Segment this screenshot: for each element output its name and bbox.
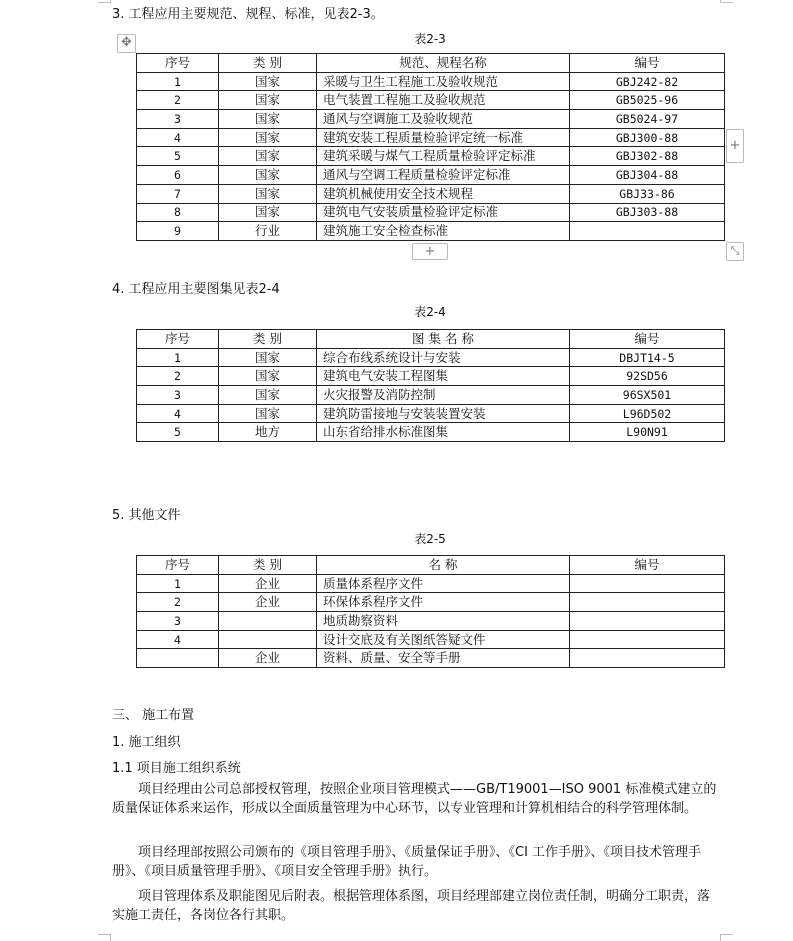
cell-code[interactable]: GBJ33-86	[570, 184, 725, 203]
cell-name[interactable]: 建筑防雷接地与安装装置安装	[317, 404, 570, 423]
cell-category[interactable]: 国家	[219, 184, 317, 203]
cell-category[interactable]: 企业	[219, 593, 317, 612]
section-3-heading: 3. 工程应用主要规范、规程、标准，见表2-3。	[112, 7, 384, 22]
cell-category[interactable]: 企业	[219, 574, 317, 593]
cell-category[interactable]: 企业	[219, 649, 317, 668]
header-code: 编号	[570, 54, 725, 73]
cell-code[interactable]: GB5024-97	[570, 110, 725, 129]
cell-name[interactable]: 环保体系程序文件	[317, 593, 570, 612]
cell-name[interactable]: 建筑采暖与煤气工程质量检验评定标准	[317, 147, 570, 166]
cell-name[interactable]: 火灾报警及消防控制	[317, 386, 570, 405]
cell-name[interactable]: 设计交底及有关图纸答疑文件	[317, 630, 570, 649]
part-3-heading: 三、 施工布置	[112, 708, 195, 723]
cell-code[interactable]	[570, 649, 725, 668]
cell-code[interactable]: GBJ302-88	[570, 147, 725, 166]
margin-corner-top-left	[98, 0, 111, 3]
cell-name[interactable]: 地质勘察资料	[317, 612, 570, 631]
cell-code[interactable]: 92SD56	[570, 367, 725, 386]
table-2-4	[136, 329, 725, 442]
paragraph-2: 项目经理部按照公司颁布的《项目管理手册》、《质量保证手册》、《CI 工作手册》、《项目技术管理手册》、《项目质量管理手册》、《项目安全管理手册》执行。	[112, 845, 702, 879]
header-name: 名 称	[317, 556, 570, 575]
header-index: 序号	[137, 330, 219, 349]
cell-code[interactable]: L96D502	[570, 404, 725, 423]
cell-index[interactable]: 1	[137, 574, 219, 593]
cell-name[interactable]: 采暖与卫生工程施工及验收规范	[317, 72, 570, 91]
cell-name[interactable]: 建筑施工安全检查标准	[317, 222, 570, 241]
cell-index[interactable]: 5	[137, 147, 219, 166]
cell-name[interactable]: 山东省给排水标准图集	[317, 423, 570, 442]
cell-code[interactable]	[570, 222, 725, 241]
cell-name[interactable]: 通风与空调施工及验收规范	[317, 110, 570, 129]
table-row	[137, 386, 725, 405]
cell-index[interactable]: 7	[137, 184, 219, 203]
cell-code[interactable]	[570, 593, 725, 612]
table-2-4-caption: 表2-4	[414, 305, 446, 319]
cell-index[interactable]: 5	[137, 423, 219, 442]
cell-category[interactable]: 国家	[219, 367, 317, 386]
table-header-row	[137, 54, 725, 73]
paragraph-1: 项目经理由公司总部授权管理，按照企业项目管理模式——GB/T19001—ISO 9001 标准模式建立的质量保证体系来运作，形成以全面质量管理为中心环节，以专业管理和计算机相结合的科学管理体制。	[112, 782, 717, 816]
table-header-row	[137, 556, 725, 575]
cell-code[interactable]	[570, 630, 725, 649]
table-row	[137, 72, 725, 91]
header-name: 规范、规程名称	[317, 54, 570, 73]
cell-category[interactable]: 国家	[219, 203, 317, 222]
section-5-heading: 5. 其他文件	[112, 508, 181, 523]
cell-index[interactable]: 8	[137, 203, 219, 222]
header-category: 类 别	[219, 556, 317, 575]
cell-name[interactable]: 资料、质量、安全等手册	[317, 649, 570, 668]
table-row	[137, 222, 725, 241]
cell-code[interactable]: L90N91	[570, 423, 725, 442]
add-row-icon[interactable]: +	[412, 243, 448, 260]
cell-name[interactable]: 综合布线系统设计与安装	[317, 348, 570, 367]
cell-index[interactable]	[137, 649, 219, 668]
header-name: 图 集 名 称	[317, 330, 570, 349]
cell-index[interactable]: 2	[137, 91, 219, 110]
margin-corner-top-right	[720, 0, 733, 3]
cell-name[interactable]: 建筑电气安装质量检验评定标准	[317, 203, 570, 222]
cell-code[interactable]: GBJ303-88	[570, 203, 725, 222]
table-row	[137, 404, 725, 423]
cell-category[interactable]: 国家	[219, 72, 317, 91]
cell-category[interactable]: 地方	[219, 423, 317, 442]
cell-index[interactable]: 3	[137, 110, 219, 129]
cell-category[interactable]: 国家	[219, 110, 317, 129]
table-resize-icon[interactable]: ⤡	[726, 242, 744, 261]
cell-index[interactable]: 6	[137, 166, 219, 185]
table-row	[137, 612, 725, 631]
cell-code[interactable]: 96SX501	[570, 386, 725, 405]
section-4-heading: 4. 工程应用主要图集见表2-4	[112, 282, 280, 297]
cell-name[interactable]: 通风与空调工程质量检验评定标准	[317, 166, 570, 185]
cell-category[interactable]	[219, 630, 317, 649]
table-row	[137, 630, 725, 649]
cell-category[interactable]: 国家	[219, 91, 317, 110]
cell-category[interactable]: 国家	[219, 386, 317, 405]
header-index: 序号	[137, 556, 219, 575]
table-row	[137, 348, 725, 367]
cell-code[interactable]: DBJT14-5	[570, 348, 725, 367]
table-row	[137, 423, 725, 442]
cell-category[interactable]: 国家	[219, 166, 317, 185]
cell-name[interactable]: 建筑机械使用安全技术规程	[317, 184, 570, 203]
table-row	[137, 128, 725, 147]
cell-code[interactable]: GB5025-96	[570, 91, 725, 110]
add-column-icon[interactable]: +	[726, 129, 744, 163]
table-row	[137, 593, 725, 612]
cell-index[interactable]: 4	[137, 404, 219, 423]
cell-category[interactable]	[219, 612, 317, 631]
cell-code[interactable]	[570, 574, 725, 593]
cell-index[interactable]: 1	[137, 348, 219, 367]
margin-corner-bottom-right	[720, 934, 733, 941]
subsection-1-heading: 1. 施工组织	[112, 735, 181, 750]
header-category: 类 别	[219, 330, 317, 349]
cell-name[interactable]: 建筑安装工程质量检验评定统一标准	[317, 128, 570, 147]
header-code: 编号	[570, 330, 725, 349]
table-2-3-caption: 表2-3	[414, 32, 446, 46]
cell-category[interactable]: 国家	[219, 147, 317, 166]
cell-category[interactable]: 国家	[219, 128, 317, 147]
header-category: 类 别	[219, 54, 317, 73]
table-row	[137, 184, 725, 203]
table-move-handle-icon[interactable]: ✥	[117, 34, 136, 53]
cell-code[interactable]: GBJ300-88	[570, 128, 725, 147]
table-row	[137, 110, 725, 129]
table-2-3	[136, 53, 725, 241]
cell-category[interactable]: 国家	[219, 348, 317, 367]
cell-index[interactable]: 1	[137, 72, 219, 91]
paragraph-3: 项目管理体系及职能图见后附表。根据管理体系图，项目经理部建立岗位责任制，明确分工职责，落实施工责任，各岗位各行其职。	[112, 889, 711, 923]
cell-index[interactable]: 4	[137, 128, 219, 147]
cell-code[interactable]: GBJ304-88	[570, 166, 725, 185]
table-row	[137, 649, 725, 668]
cell-name[interactable]: 电气装置工程施工及验收规范	[317, 91, 570, 110]
cell-code[interactable]: GBJ242-82	[570, 72, 725, 91]
table-row	[137, 203, 725, 222]
subsection-1-1-heading: 1.1 项目施工组织系统	[112, 761, 241, 776]
table-row	[137, 367, 725, 386]
table-row	[137, 574, 725, 593]
table-row	[137, 147, 725, 166]
cell-index[interactable]: 2	[137, 593, 219, 612]
cell-category[interactable]: 行业	[219, 222, 317, 241]
cell-index[interactable]: 3	[137, 386, 219, 405]
table-row	[137, 166, 725, 185]
cell-code[interactable]	[570, 612, 725, 631]
table-2-5	[136, 555, 725, 668]
header-index: 序号	[137, 54, 219, 73]
cell-index[interactable]: 2	[137, 367, 219, 386]
table-row	[137, 91, 725, 110]
margin-corner-bottom-left	[98, 934, 111, 941]
header-code: 编号	[570, 556, 725, 575]
cell-index[interactable]: 9	[137, 222, 219, 241]
cell-name[interactable]: 质量体系程序文件	[317, 574, 570, 593]
cell-index[interactable]: 3	[137, 612, 219, 631]
cell-category[interactable]: 国家	[219, 404, 317, 423]
table-2-5-caption: 表2-5	[414, 532, 446, 546]
cell-name[interactable]: 建筑电气安装工程图集	[317, 367, 570, 386]
table-header-row	[137, 330, 725, 349]
cell-index[interactable]: 4	[137, 630, 219, 649]
